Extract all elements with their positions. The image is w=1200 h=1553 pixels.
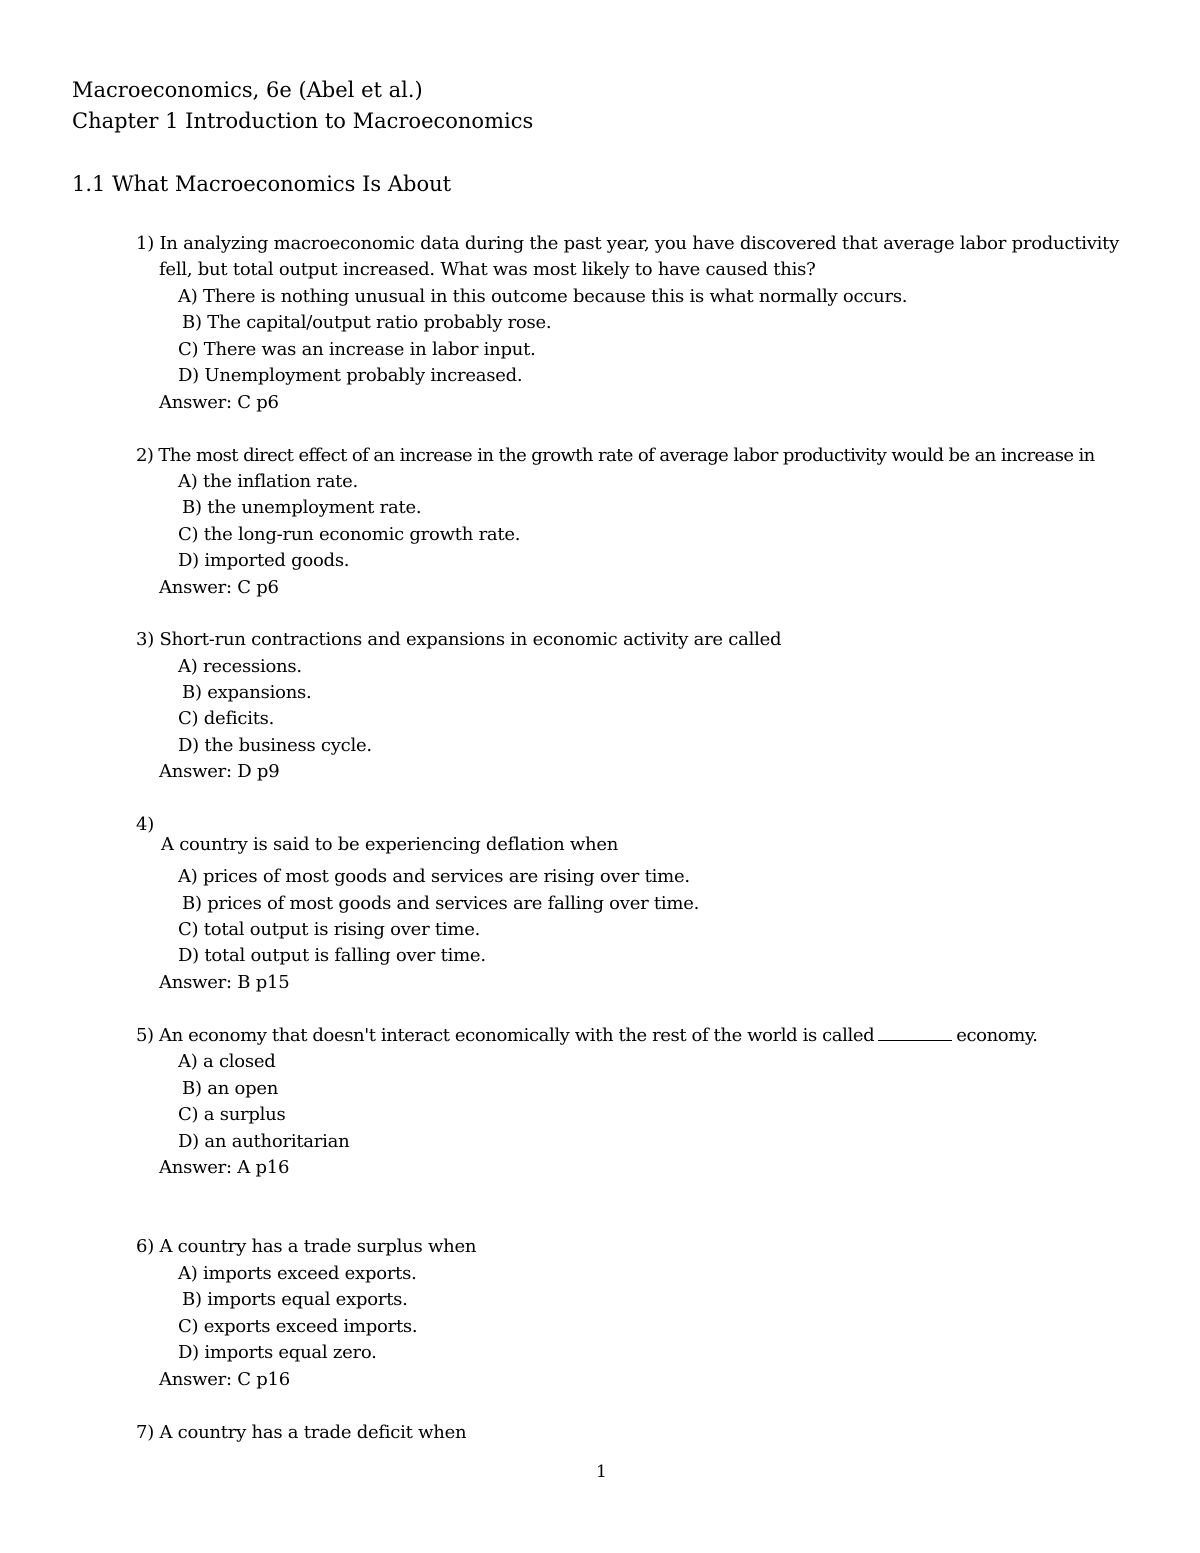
question-2-answer: Answer: C p6 xyxy=(159,577,279,598)
question-3-stem: 3) Short-run contractions and expansions in economic activity are called xyxy=(136,629,782,650)
question-4-option-d: D) total output is falling over time. xyxy=(178,945,486,966)
question-5-stem xyxy=(136,1025,1038,1047)
book-title: Macroeconomics, 6e (Abel et al.) xyxy=(72,78,423,102)
question-3-option-d: D) the business cycle. xyxy=(178,735,372,756)
question-2-option-a: A) the inflation rate. xyxy=(178,471,359,492)
page-number: 1 xyxy=(596,1462,607,1482)
question-2-option-d: D) imported goods. xyxy=(178,550,350,571)
question-1-option-b: B) The capital/output ratio probably rose. xyxy=(182,312,552,333)
question-3-option-c: C) deficits. xyxy=(178,708,275,729)
question-3-option-b: B) expansions. xyxy=(182,682,312,703)
question-5-answer: Answer: A p16 xyxy=(159,1157,290,1178)
question-6-option-a: A) imports exceed exports. xyxy=(178,1263,417,1284)
question-2-option-b: B) the unemployment rate. xyxy=(182,497,422,518)
question-1-option-d: D) Unemployment probably increased. xyxy=(178,365,523,386)
question-1-answer: Answer: C p6 xyxy=(159,392,279,413)
question-6-option-d: D) imports equal zero. xyxy=(178,1342,377,1363)
question-4-option-a: A) prices of most goods and services are rising over time. xyxy=(178,866,690,887)
question-5-option-b: B) an open xyxy=(182,1078,279,1099)
question-5-stem-end: economy. xyxy=(956,1025,1038,1046)
question-5-option-c: C) a surplus xyxy=(178,1104,286,1125)
question-3-option-a: A) recessions. xyxy=(178,656,302,677)
question-3-answer: Answer: D p9 xyxy=(159,761,280,782)
question-1-option-a: A) There is nothing unusual in this outcome because this is what normally occurs. xyxy=(178,286,908,307)
answer-blank xyxy=(878,1026,952,1041)
question-2-stem: 2) The most direct effect of an increase in the growth rate of average labor productivity would be an increase in xyxy=(136,445,1095,466)
question-1-option-c: C) There was an increase in labor input. xyxy=(178,339,536,360)
chapter-title: Chapter 1 Introduction to Macroeconomics xyxy=(72,109,534,133)
question-5-option-a: A) a closed xyxy=(178,1051,276,1072)
question-4-option-c: C) total output is rising over time. xyxy=(178,919,481,940)
question-4-option-b: B) prices of most goods and services are falling over time. xyxy=(182,893,700,914)
question-7-stem: 7) A country has a trade deficit when xyxy=(136,1422,467,1443)
question-1-stem: 1) In analyzing macroeconomic data during the past year, you have discovered that average labor productivity xyxy=(136,233,1120,254)
question-4-number: 4) xyxy=(136,814,154,835)
section-title: 1.1 What Macroeconomics Is About xyxy=(72,172,452,196)
question-6-stem: 6) A country has a trade surplus when xyxy=(136,1236,477,1257)
question-4-answer: Answer: B p15 xyxy=(159,972,290,993)
question-5-option-d: D) an authoritarian xyxy=(178,1131,350,1152)
question-6-answer: Answer: C p16 xyxy=(159,1369,290,1390)
question-5-stem-start: 5) An economy that doesn't interact economically with the rest of the world is called xyxy=(136,1025,875,1046)
question-2-option-c: C) the long-run economic growth rate. xyxy=(178,524,521,545)
question-1-stem-cont: fell, but total output increased. What was most likely to have caused this? xyxy=(159,259,816,280)
question-6-option-c: C) exports exceed imports. xyxy=(178,1316,418,1337)
question-4-stem: A country is said to be experiencing deflation when xyxy=(161,834,619,855)
question-6-option-b: B) imports equal exports. xyxy=(182,1289,408,1310)
